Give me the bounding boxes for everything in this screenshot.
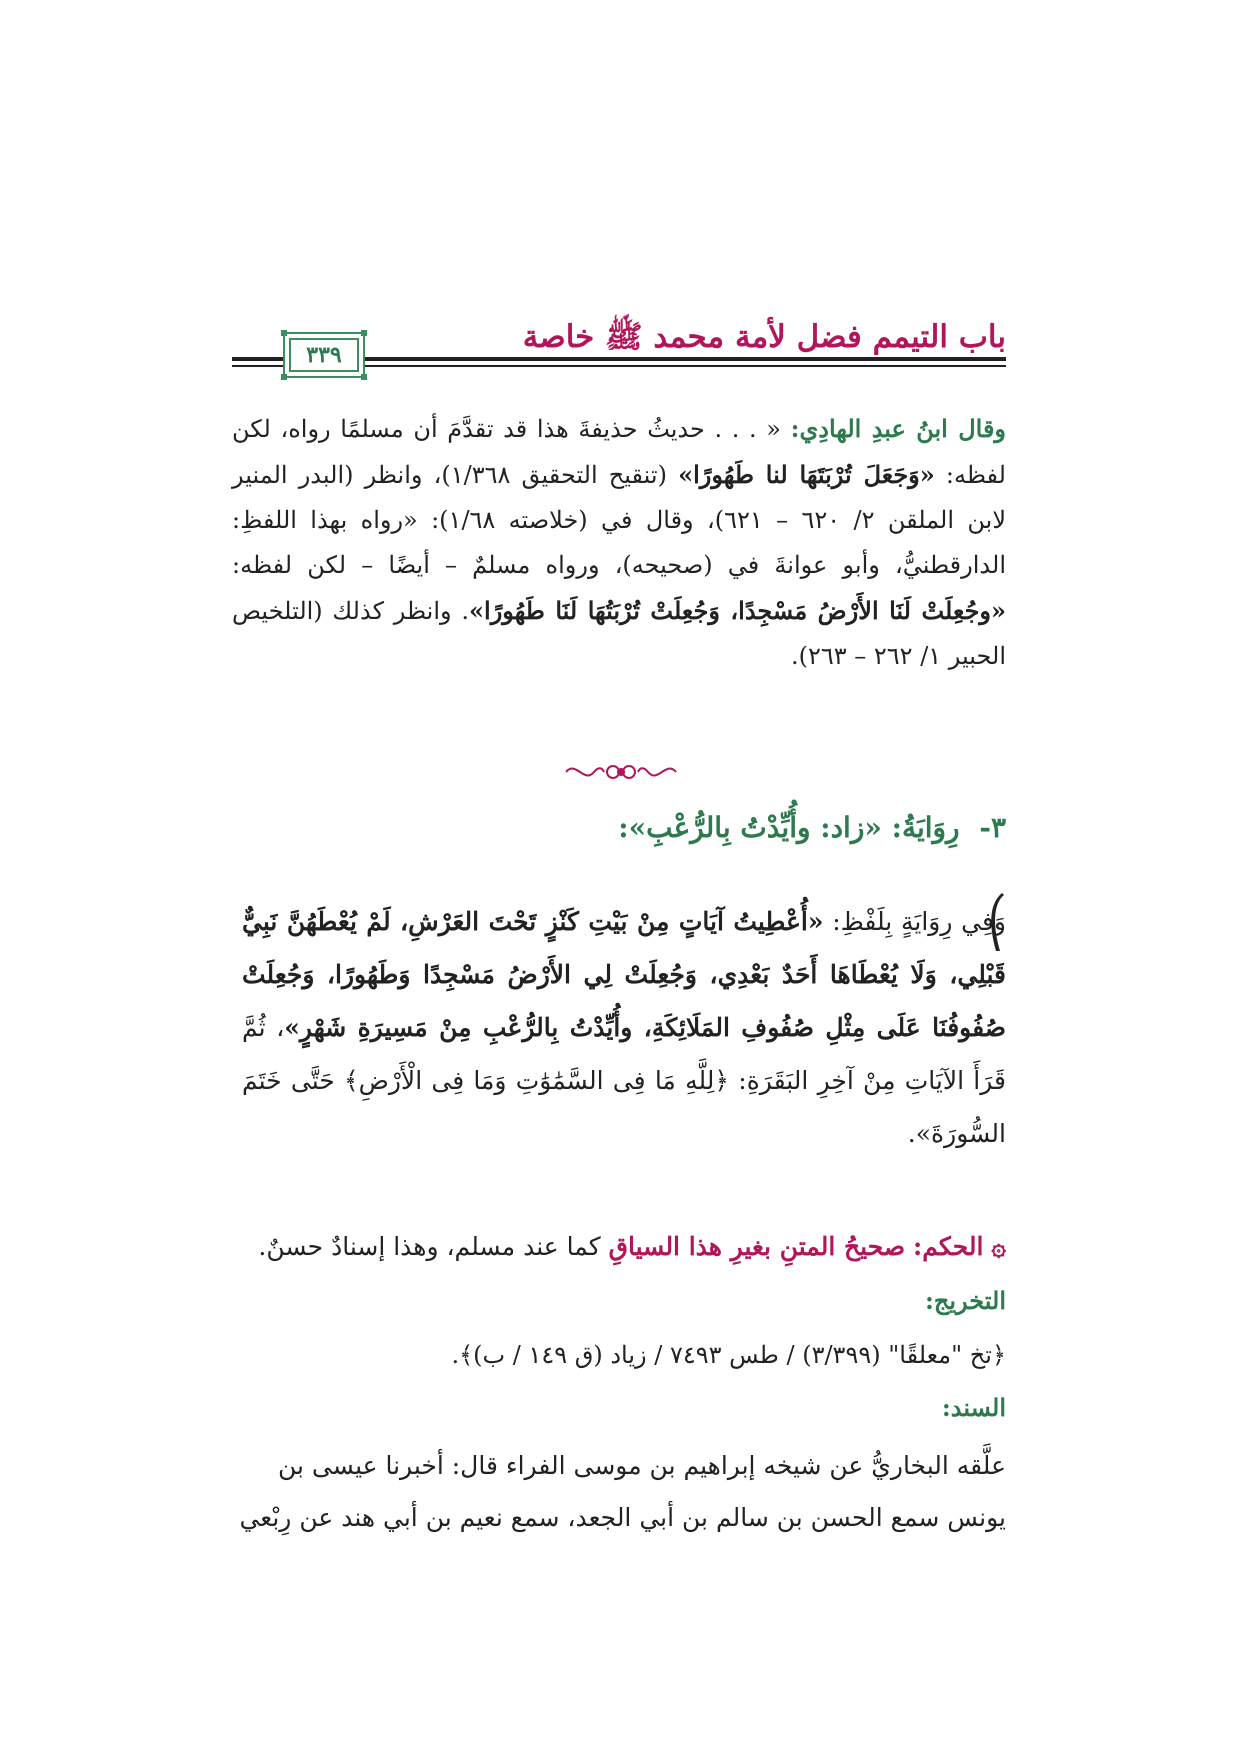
page-number-badge bbox=[283, 332, 365, 378]
badge-corner-ornament bbox=[281, 374, 287, 380]
narration-middle: ، ثُمَّ قَرَأَ الآيَاتِ مِنْ آخِرِ البَقَرَةِ: bbox=[242, 1013, 1006, 1095]
badge-corner-ornament bbox=[281, 330, 287, 336]
intro-paragraph bbox=[232, 406, 1006, 679]
narration-block bbox=[242, 895, 1006, 1160]
ornament-divider bbox=[562, 758, 680, 786]
intro-text-3: . وانظر كذلك (التلخيص الحبير ١/ ٢٦٢ – ٢٦٣). bbox=[232, 597, 1006, 670]
sanad-line: يونس سمع الحسن بن سالم بن أبي الجعد، سمع نعيم بن أبي هند عن رِبْعي bbox=[239, 1503, 1006, 1532]
ruling-line bbox=[258, 1232, 1006, 1261]
narration-intro: وَفِي رِوَايَةٍ بِلَفْظِ: bbox=[823, 907, 1006, 936]
flower-icon: ۞ bbox=[991, 1232, 1006, 1261]
intro-text-1: « . . . حديثُ حذيفةَ هذا قد تقدَّمَ أن مسلمًا رواه، لكن لفظه: bbox=[232, 415, 1006, 489]
quoted-wording-1: «وَجَعَلَ تُرْبَتَهَا لنا طَهُورًا» bbox=[678, 460, 935, 489]
ruling-verdict: صحيحُ المتنِ بغيرِ هذا السياقِ bbox=[608, 1232, 906, 1261]
page-number: ٣٣٩ bbox=[289, 338, 359, 372]
sanad-line: علَّقه البخاريُّ عن شيخه إبراهيم بن موسى الفراء قال: أخبرنا عيسى بن bbox=[278, 1451, 1006, 1480]
ruling-rest: كما عند مسلم، وهذا إسنادٌ حسنٌ. bbox=[258, 1232, 609, 1261]
ruling-label: الحكم: bbox=[913, 1232, 984, 1261]
takhrij-heading: التخريج: bbox=[925, 1286, 1006, 1315]
badge-corner-ornament bbox=[361, 374, 367, 380]
section-heading bbox=[618, 811, 1006, 844]
speaker-name: وقال ابنُ عبدِ الهادِي: bbox=[790, 414, 1007, 443]
narration-end: حَتَّى خَتَمَ السُّورَةَ». bbox=[242, 1066, 1006, 1148]
takhrij-text: ﴿تخ "معلقًا" (٣/٣٩٩) / طس ٧٤٩٣ / زياد (ق ١٤٩ / ب)﴾. bbox=[451, 1341, 1006, 1369]
quran-verse: ﴿لِلَّهِ مَا فِى السَّمَٰوَٰتِ وَمَا فِى الْأَرْضِ﴾ bbox=[343, 1066, 730, 1095]
sanad-heading: السند: bbox=[941, 1393, 1006, 1422]
hadith-text: «أُعْطِيتُ آيَاتٍ مِنْ بَيْتِ كَنْزٍ تَحْتَ العَرْشِ، لَمْ يُعْطَهُنَّ نَبِيٌّ قَبْلِي، وَلَا يُعْطَاهَا أَحَدٌ بَعْدِي، وَجُعِلَتْ لِي الأَرْضُ مَسْجِدًا وَطَهُورًا، وَجُعِلَتْ صُفُوفُنَا عَلَى مِثْلِ صُفُوفِ المَلَائِكَةِ، وأُيِّدْتُ بِالرُّعْبِ مِنْ مَسِيرَةِ شَهْرٍ» bbox=[242, 907, 1006, 1042]
chapter-title: باب التيمم فضل لأمة محمد ﷺ خاصة bbox=[522, 319, 1006, 355]
badge-corner-ornament bbox=[361, 330, 367, 336]
intro-text-2: (تنقيح التحقيق ١/٣٦٨)، وانظر (البدر المنير لابن الملقن ٢/ ٦٢٠ – ٦٢١)، وقال في (خلاصته ١/٦٨): «رواه بهذا اللفظِ: الدارقطنيُّ، وأبو عوانةَ في (صحيحه)، ورواه مسلمٌ – أيضًا – لكن لفظه: bbox=[232, 461, 1007, 579]
section-number: ٣- bbox=[979, 811, 1006, 844]
quoted-wording-2: «وجُعِلَتْ لَنَا الأَرْضُ مَسْجِدًا، وَجُعِلَتْ تُرْبَتُهَا لَنَا طَهُورًا» bbox=[469, 596, 1006, 625]
section-title: رِوَايَةُ: «زاد: وأُيِّدْتُ بِالرُّعْبِ»: bbox=[618, 811, 960, 844]
